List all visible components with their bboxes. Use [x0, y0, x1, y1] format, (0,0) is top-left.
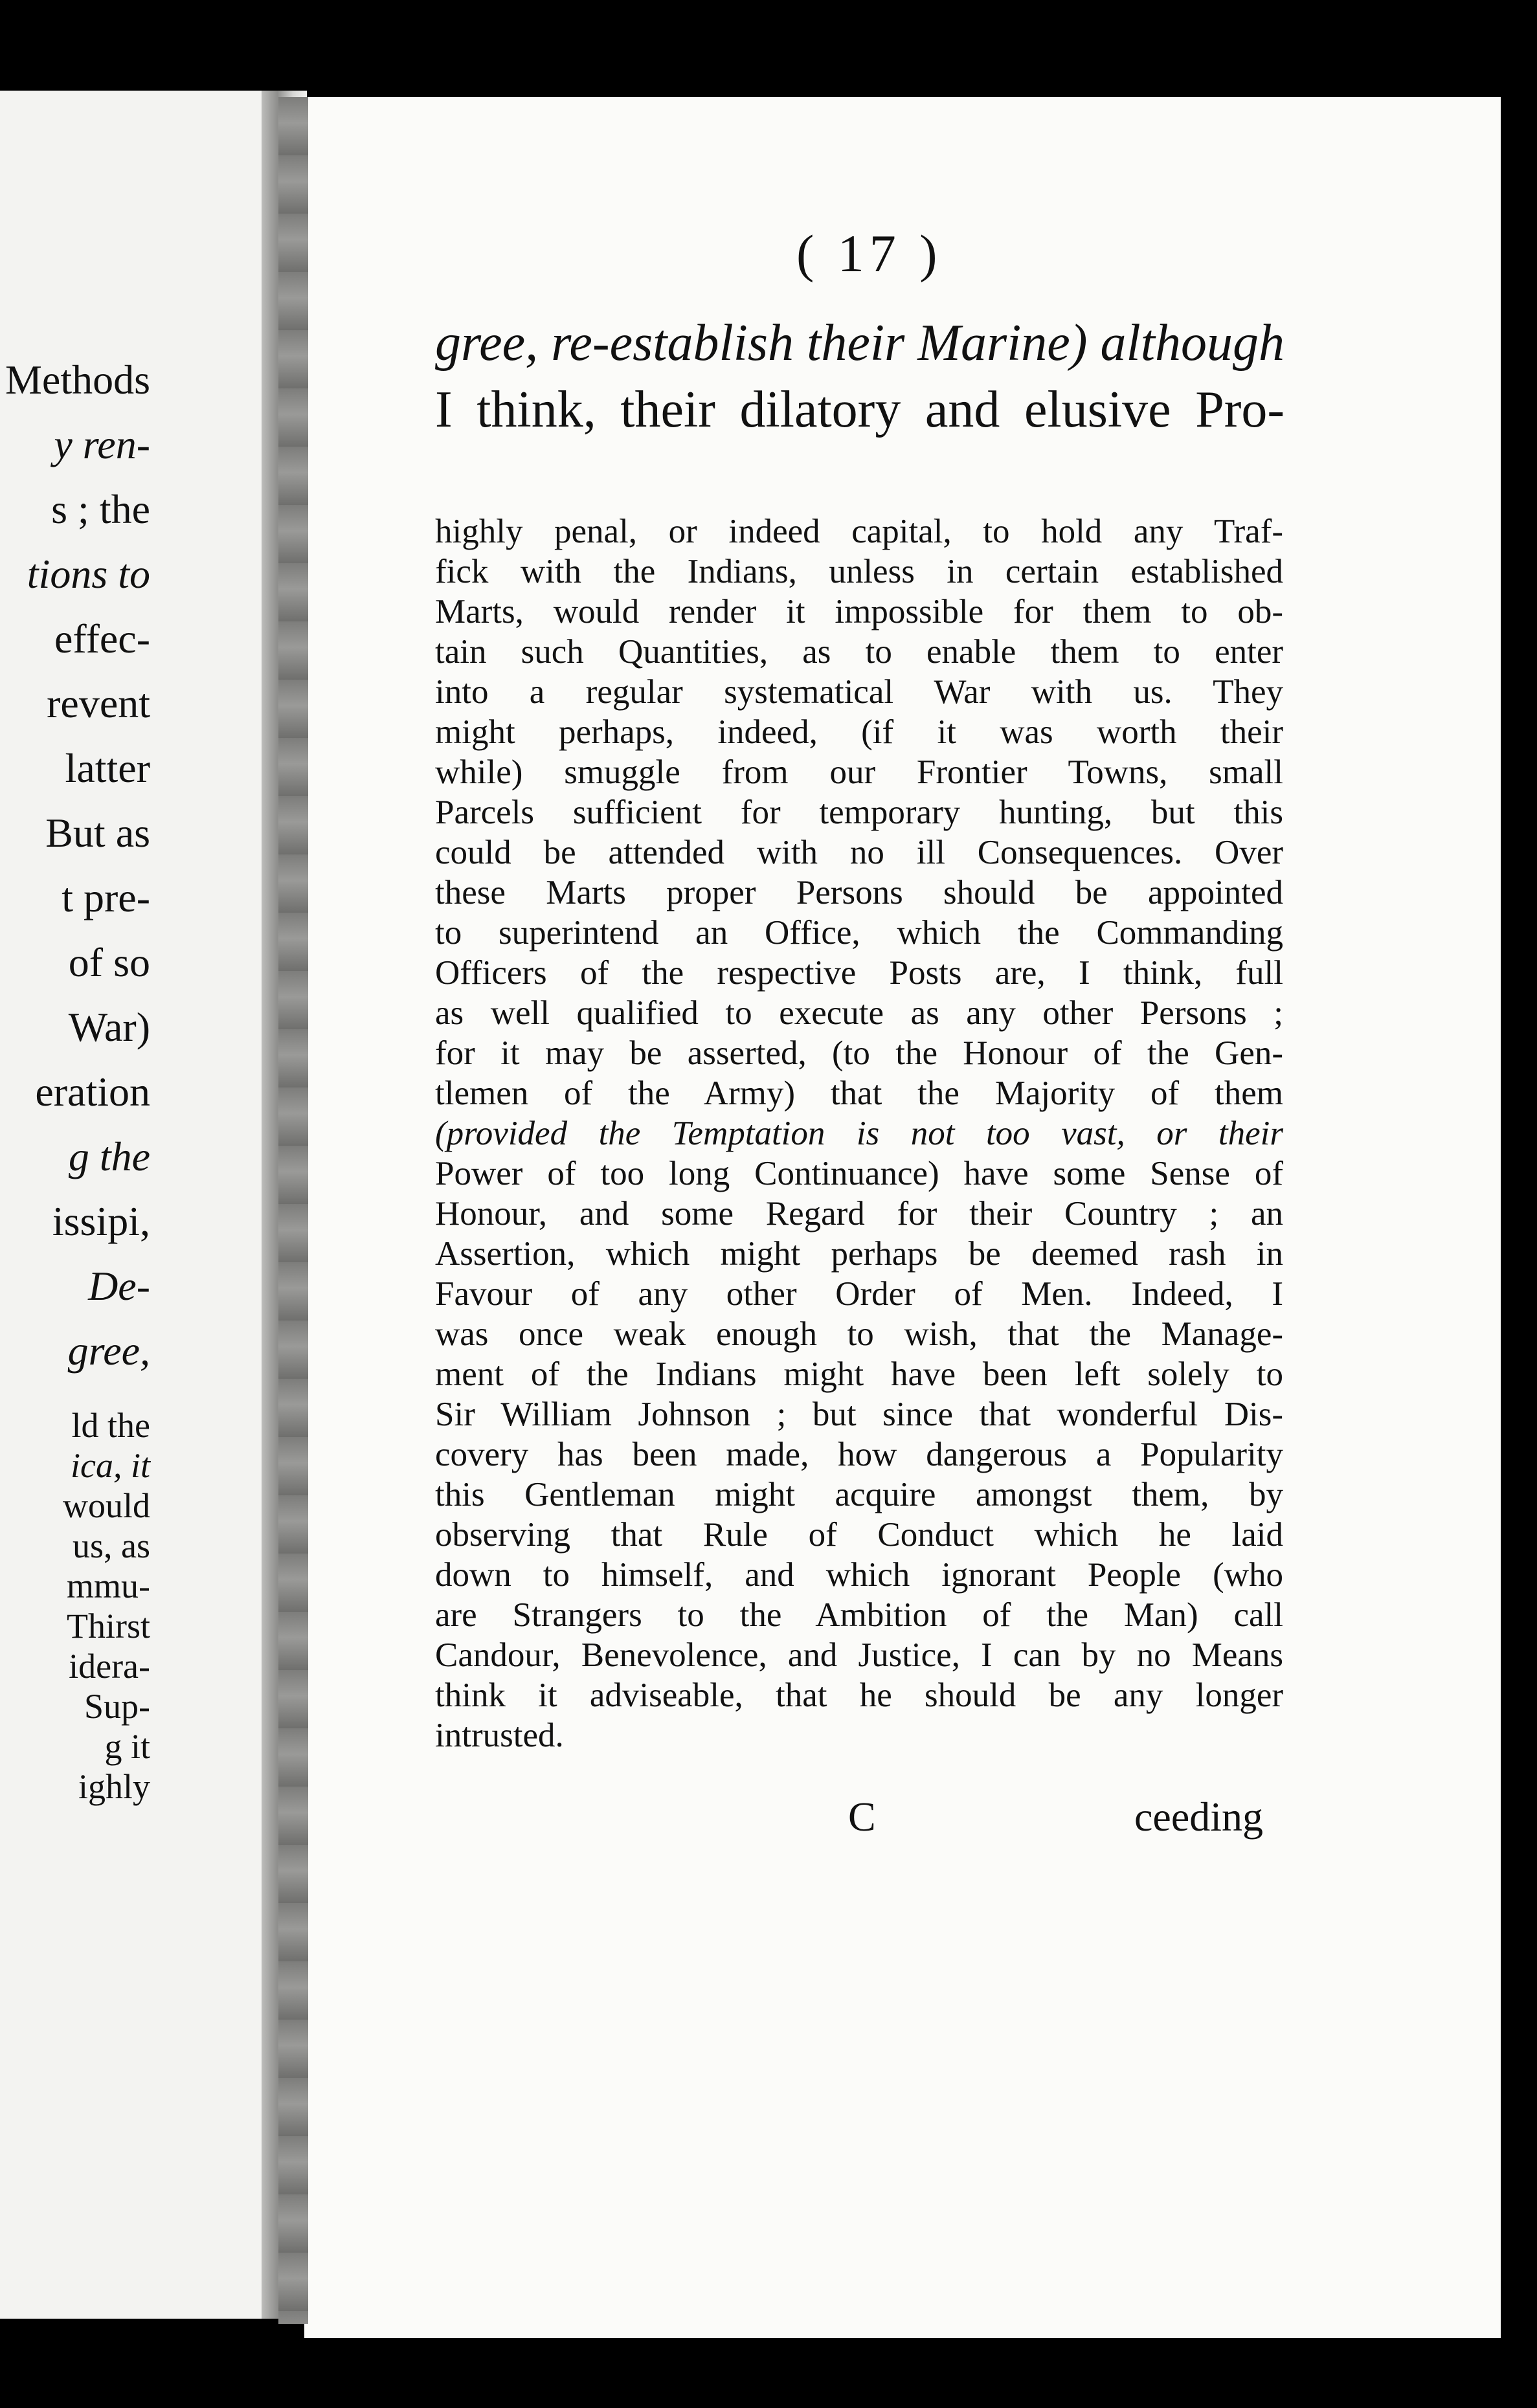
body-line: are Strangers to the Ambition of the Man) call — [435, 1596, 1283, 1634]
body-line: might perhaps, indeed, (if it was worth their — [435, 713, 1283, 751]
body-line: Candour, Benevolence, and Justice, I can by no Means — [435, 1636, 1283, 1674]
body-line: Marts, would render it impossible for them to ob- — [435, 593, 1283, 630]
page-number: ( 17 ) — [796, 224, 943, 283]
body-line: Power of too long Continuance) have some Sense of — [435, 1155, 1283, 1192]
heading-line: I think, their dilatory and elusive Pro- — [435, 381, 1285, 438]
body-line: (provided the Temptation is not too vast, or their — [435, 1115, 1283, 1152]
body-line: intrusted. — [435, 1717, 564, 1754]
left-page-line: of so — [68, 939, 150, 985]
left-page-line: War) — [68, 1004, 150, 1050]
body-line: ment of the Indians might have been left solely to — [435, 1355, 1283, 1393]
body-line: Officers of the respective Posts are, I think, full — [435, 954, 1283, 992]
left-page-line: Thirst — [67, 1607, 150, 1645]
left-page-line: revent — [47, 680, 150, 726]
left-page-line: t pre- — [62, 875, 150, 920]
body-line: as well qualified to execute as any other Persons ; — [435, 994, 1283, 1032]
body-line: while) smuggle from our Frontier Towns, small — [435, 753, 1283, 791]
body-line: was once weak enough to wish, that the Manage- — [435, 1315, 1283, 1353]
body-line: observing that Rule of Conduct which he laid — [435, 1516, 1283, 1554]
left-page — [0, 91, 267, 2319]
body-line: think it adviseable, that he should be any longer — [435, 1677, 1283, 1714]
signature-mark: C — [848, 1794, 876, 1840]
left-page-line: would — [63, 1486, 150, 1525]
heading-line: gree, re-establish their Marine) although — [435, 315, 1285, 372]
body-line: tain such Quantities, as to enable them to enter — [435, 633, 1283, 671]
left-page-line: ica, it — [71, 1446, 150, 1485]
body-line: could be attended with no ill Consequences. Over — [435, 834, 1283, 871]
catchword: ceeding — [1134, 1794, 1263, 1840]
left-page-line: g it — [104, 1727, 150, 1766]
body-line: covery has been made, how dangerous a Popularity — [435, 1436, 1283, 1473]
left-page-line: De- — [88, 1263, 150, 1309]
body-line: for it may be asserted, (to the Honour of the Gen- — [435, 1034, 1283, 1072]
body-line: tlemen of the Army) that the Majority of them — [435, 1075, 1283, 1112]
body-line: Favour of any other Order of Men. Indeed, I — [435, 1275, 1283, 1313]
body-line: into a regular systematical War with us. They — [435, 673, 1283, 711]
left-page-line: tions to — [27, 551, 150, 597]
left-page-line: g the — [68, 1133, 150, 1179]
left-page-line: issipi, — [52, 1198, 150, 1244]
left-page-line: mmu- — [67, 1566, 150, 1605]
body-line: these Marts proper Persons should be appointed — [435, 874, 1283, 911]
left-page-line: s ; the — [51, 486, 150, 532]
body-line: Honour, and some Regard for their Country ; an — [435, 1195, 1283, 1232]
left-page-line: latter — [65, 745, 150, 791]
body-line: Assertion, which might perhaps be deemed rash in — [435, 1235, 1283, 1273]
left-page-line: ighly — [78, 1767, 150, 1806]
body-line: fick with the Indians, unless in certain established — [435, 553, 1283, 590]
left-page-line: Methods — [5, 357, 150, 403]
body-line: to superintend an Office, which the Commanding — [435, 914, 1283, 952]
left-page-line: effec- — [54, 616, 150, 662]
body-line: down to himself, and which ignorant People (who — [435, 1556, 1283, 1594]
body-line: Sir William Johnson ; but since that wonderful Dis- — [435, 1396, 1283, 1433]
body-line: this Gentleman might acquire amongst them, by — [435, 1476, 1283, 1513]
left-page-line: y ren- — [54, 421, 150, 467]
body-line: highly penal, or indeed capital, to hold any Traf- — [435, 513, 1283, 550]
left-page-line: us, as — [73, 1526, 150, 1565]
left-page-line: But as — [45, 810, 150, 856]
binding-shadow — [278, 97, 308, 2324]
left-page-line: Sup- — [84, 1687, 150, 1726]
left-page-line: gree, — [67, 1328, 150, 1374]
left-page-line: eration — [35, 1069, 150, 1115]
body-line: Parcels sufficient for temporary hunting, but this — [435, 794, 1283, 831]
left-page-line: ld the — [71, 1406, 150, 1445]
left-page-line: idera- — [69, 1647, 150, 1686]
